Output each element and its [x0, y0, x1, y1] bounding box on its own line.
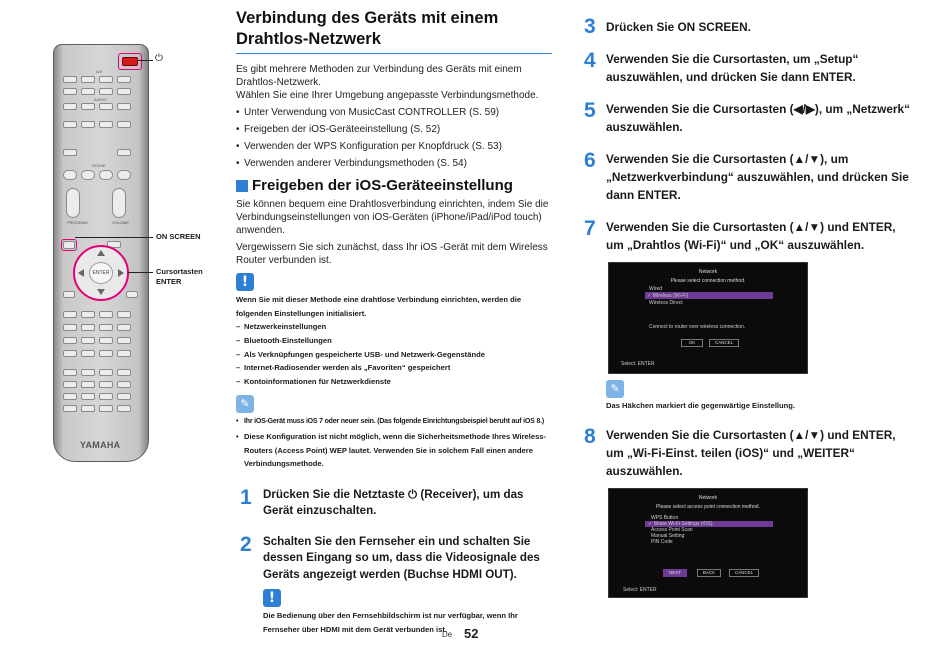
number-key	[99, 381, 113, 388]
tv-option: Manual Setting	[651, 532, 685, 539]
number-key	[81, 381, 95, 388]
tv-ok-button: OK	[681, 339, 703, 347]
cursor-up-icon	[97, 250, 105, 256]
number-key	[117, 369, 131, 376]
number-key	[117, 405, 131, 412]
power-symbol-icon: ⏻	[155, 53, 163, 64]
remote-key	[99, 103, 113, 110]
number-key	[117, 393, 131, 400]
number-key	[99, 369, 113, 376]
number-key	[63, 393, 77, 400]
remote-key	[117, 170, 131, 180]
hint-list-item: • Ihr iOS-Gerät muss iOS 7 oder neuer sein. (Das folgende Einrichtungsbeispiel beruht auf iOS 8.)	[236, 415, 552, 429]
middle-column	[236, 8, 552, 636]
tv-footer: Select: ENTER	[621, 361, 655, 367]
step-number: 5	[584, 99, 596, 122]
remote-key	[117, 149, 131, 156]
number-key	[81, 393, 95, 400]
remote-key	[63, 76, 77, 83]
cursor-left-icon	[78, 269, 84, 277]
remote-key	[99, 121, 113, 128]
step-2	[236, 534, 552, 584]
step-number: 2	[240, 532, 252, 556]
tv-option-selected: ✓ Wireless (Wi-Fi)	[647, 293, 689, 299]
remote-key	[81, 350, 95, 357]
step-2-note	[236, 589, 552, 636]
number-key	[81, 405, 95, 412]
section-marker-icon	[236, 180, 248, 192]
remote-key	[117, 76, 131, 83]
remote-key	[117, 88, 131, 95]
step-text: Drücken Sie die Netztaste ⏻ (Receiver), um das Gerät einzuschalten.	[263, 487, 524, 518]
remote-label: A/V	[96, 69, 103, 74]
hint-text: Das Häkchen markiert die gegenwärtige Einstellung.	[606, 401, 796, 410]
note-list-item: – Internet-Radiosender werden als „Favoriten“ gespeichert	[236, 361, 552, 375]
number-key	[117, 381, 131, 388]
remote-key	[81, 121, 95, 128]
on-screen-callout: ON SCREEN	[156, 232, 201, 241]
intro-paragraph-2: Wählen Sie eine Ihrer Umgebung angepasste Verbindungsmethode.	[236, 90, 539, 101]
step-text: Verwenden Sie die Cursortasten (◀/▶), um „Netzwerk“ auszuwählen.	[606, 102, 910, 134]
step-text: Verwenden Sie die Cursortasten (▲/▼) und ENTER, um „Drahtlos (Wi-Fi)“ und „OK“ auszuwählen.	[606, 220, 896, 252]
return-key	[63, 291, 75, 298]
number-key	[99, 393, 113, 400]
number-key	[63, 369, 77, 376]
remote-key	[81, 103, 95, 110]
remote-key	[99, 311, 113, 318]
step-number: 3	[584, 15, 596, 38]
remote-key	[81, 88, 95, 95]
remote-key	[117, 350, 131, 357]
remote-key	[81, 311, 95, 318]
tv-cancel-button: CANCEL	[709, 339, 739, 347]
tv-cancel-button: CANCEL	[729, 569, 759, 577]
note-icon: !	[236, 273, 254, 291]
remote-key	[81, 324, 95, 331]
section-title-line1: Verbindung des Geräts mit einem	[236, 9, 499, 27]
remote-key	[117, 121, 131, 128]
remote-key	[81, 76, 95, 83]
remote-label: PROGRAM	[67, 220, 88, 225]
remote-key	[63, 170, 77, 180]
tv-option: Wired	[649, 286, 663, 292]
tv-screen-prompt: Please select access point connection method.	[656, 503, 760, 510]
remote-key	[63, 324, 77, 331]
hint-icon: ✎	[236, 395, 254, 413]
right-column	[582, 16, 912, 598]
note-text: Die Bedienung über den Fernsehbildschirm ist nur verfügbar, wenn Ihr Fernseher über HDMI mit dem Gerät verbunden ist.	[263, 611, 518, 634]
tv-screen-prompt: Please select connection method.	[670, 278, 746, 284]
tv-screen-connection-method	[608, 262, 808, 374]
remote-key	[117, 337, 131, 344]
remote-key	[63, 350, 77, 357]
enter-key: ENTER	[89, 262, 113, 284]
step-text: Drücken Sie ON SCREEN.	[606, 20, 751, 34]
tv-option-selected: ✓ Share Wi-Fi Settings (iOS)	[648, 520, 713, 527]
title-divider	[236, 53, 552, 54]
cursor-right-icon	[118, 269, 124, 277]
remote-label: AUDIO	[94, 97, 107, 102]
note-list-item: – Als Verknüpfungen gespeicherte USB- und Netzwerk-Gegenstände	[236, 348, 552, 362]
step-number: 4	[584, 49, 596, 72]
step-text: Verwenden Sie die Cursortasten (▲/▼) und ENTER, um „Wi-Fi-Einst. teilen (iOS)“ und „WEITER“ auszuwählen.	[606, 427, 896, 478]
remote-key	[99, 350, 113, 357]
step-number: 6	[584, 149, 596, 172]
power-button-icon	[122, 57, 138, 66]
step-text: Verwenden Sie die Cursortasten (▲/▼), um „Netzwerkverbindung“ auszuwählen, und drücken Sie dann ENTER.	[606, 152, 909, 202]
ios-paragraph-2: Vergewissern Sie sich zunächst, dass Ihr iOS -Gerät mit dem Wireless Router verbunden ist.	[236, 242, 548, 266]
hint-icon: ✎	[606, 380, 624, 398]
ios-paragraph: Sie können bequem eine Drahtlosverbindung einrichten, indem Sie die Verbindungseinstellungen von iOS-Geräten (iPhone/iPad/iPod touch) anwenden.	[236, 199, 549, 236]
remote-key	[117, 311, 131, 318]
tv-option: WPS Button	[651, 514, 679, 521]
step-number: 1	[240, 485, 252, 509]
step-4	[582, 50, 912, 86]
section-title	[236, 8, 552, 50]
page-number: 52	[464, 626, 479, 641]
cursor-callout-line	[128, 272, 153, 273]
remote-key	[81, 170, 95, 180]
intro-paragraph: Es gibt mehrere Methoden zur Verbindung des Geräts mit einem Drahtlos-Netzwerk.	[236, 64, 522, 88]
remote-key	[63, 311, 77, 318]
remote-key	[117, 103, 131, 110]
method-item: • Freigeben der iOS-Geräteeinstellung (S. 52)	[236, 123, 552, 136]
step-text: Verwenden Sie die Cursortasten, um „Setup“ auszuwählen, und drücken Sie dann ENTER.	[606, 52, 859, 84]
step-number: 8	[584, 424, 596, 448]
tv-option: Wireless Direct	[649, 300, 683, 306]
method-item: • Verwenden der WPS Konfiguration per Knopfdruck (S. 53)	[236, 140, 552, 153]
number-key	[99, 405, 113, 412]
remote-control-illustration	[53, 44, 149, 462]
tv-screen-title: Network	[698, 269, 718, 275]
step-number: 7	[584, 217, 596, 240]
remote-key	[117, 324, 131, 331]
display-key	[126, 291, 138, 298]
tv-back-button: BACK	[697, 569, 721, 577]
cursor-down-icon	[97, 289, 105, 295]
step-7	[582, 218, 912, 254]
remote-key	[63, 337, 77, 344]
number-key	[81, 369, 95, 376]
on-screen-highlight	[61, 239, 77, 251]
tv-screen-title: Network	[698, 494, 718, 501]
note-icon: !	[263, 589, 281, 607]
enter-callout: ENTER	[156, 277, 182, 286]
tv-option: Access Point Scan	[651, 526, 693, 533]
note-list-item: – Bluetooth-Einstellungen	[236, 334, 552, 348]
step-5	[582, 100, 912, 136]
volume-rocker	[112, 188, 126, 218]
power-callout-line	[137, 60, 153, 61]
remote-key	[63, 121, 77, 128]
tv-info-text: Connect to router over wireless connection.	[649, 324, 746, 330]
note-list-item: – Kontoinformationen für Netzwerkdienste	[236, 375, 552, 389]
subsection-title-text: Freigeben der iOS-Geräteeinstellung	[252, 177, 513, 194]
tv-next-button: NEXT	[663, 569, 687, 577]
remote-key	[99, 76, 113, 83]
step-6	[582, 150, 912, 204]
section-title-line2: Drahtlos-Netzwerk	[236, 30, 381, 48]
method-item: • Verwenden anderer Verbindungsmethoden (S. 54)	[236, 157, 552, 170]
remote-key	[63, 149, 77, 156]
remote-key	[99, 337, 113, 344]
step-7-hint	[582, 380, 912, 413]
remote-key	[63, 88, 77, 95]
number-key	[63, 381, 77, 388]
remote-key	[99, 324, 113, 331]
cursor-callout: Cursortasten	[156, 267, 203, 276]
program-rocker	[66, 188, 80, 218]
method-item: • Unter Verwendung von MusicCast CONTROLLER (S. 59)	[236, 106, 552, 119]
remote-key	[63, 103, 77, 110]
note-text: Wenn Sie mit dieser Methode eine drahtlose Verbindung einrichten, werden die folgenden Einstellungen initialisiert.	[236, 295, 522, 318]
hint-list-item: • Diese Konfiguration ist nicht möglich, wenn die Sicherheitsmethode Ihres Wireless-Routers (Access Point) WEP lautet. Verwenden Sie in solchem Fall einen andere Verbindungsmethode.	[236, 430, 552, 471]
step-8	[582, 426, 912, 480]
remote-key	[99, 88, 113, 95]
remote-label: SCENE	[92, 163, 106, 168]
number-key	[63, 405, 77, 412]
remote-key	[81, 337, 95, 344]
step-1	[236, 487, 552, 520]
tv-footer: Select: ENTER	[623, 586, 657, 593]
tv-option: PIN Code	[651, 538, 673, 545]
tv-screen-access-point-method	[608, 488, 808, 598]
step-3	[582, 16, 912, 36]
step-text: Schalten Sie den Fernseher ein und schalten Sie dessen Eingang so um, dass die Videosignale des Geräts angezeigt werden (Buchse HDMI OUT).	[263, 534, 540, 581]
page-language: De	[442, 630, 453, 639]
yamaha-logo: YAMAHA	[80, 440, 121, 450]
on-screen-callout-line	[75, 237, 153, 238]
subsection-title	[236, 176, 552, 195]
remote-key	[99, 170, 113, 180]
note-list-item: – Netzwerkeinstellungen	[236, 320, 552, 334]
remote-label: VOLUME	[112, 220, 129, 225]
